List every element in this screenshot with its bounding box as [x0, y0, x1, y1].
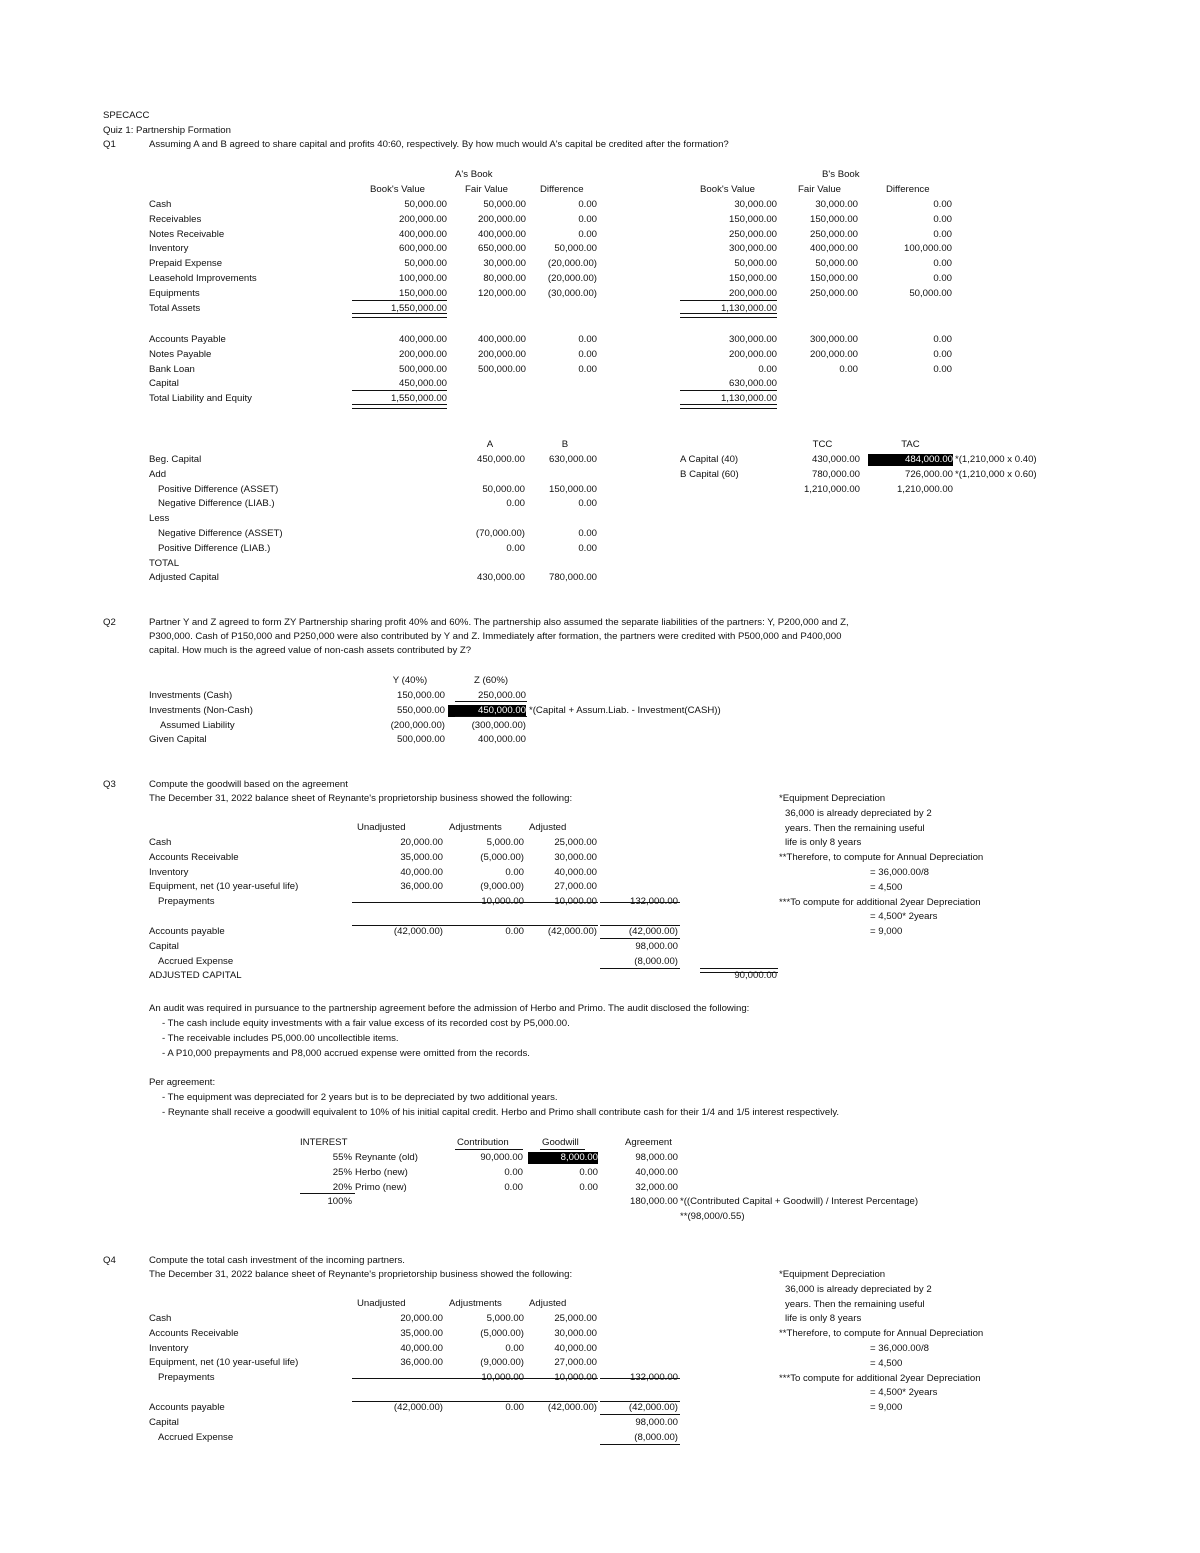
- q1-tac-value: 1,210,000.00: [896, 483, 953, 495]
- q4-row-label: Accounts Receivable: [149, 1327, 239, 1339]
- q1-cap-b: 0.00: [578, 498, 597, 510]
- q3-int-head-goodwill: Goodwill: [542, 1137, 579, 1148]
- q4-liab-u: (42,000.00): [393, 1402, 443, 1413]
- q1-liab-b-cell: 300,000.00: [728, 334, 777, 345]
- q1-cap-label: Beg. Capital: [149, 454, 202, 465]
- q4-a: 0.00: [505, 1342, 524, 1354]
- q4-ul-liab: [352, 1401, 598, 1402]
- q3-int-goodwill: 0.00: [579, 1166, 598, 1178]
- q1-b-cell: 300,000.00: [728, 243, 777, 255]
- q1-a-cell: 100,000.00: [398, 273, 447, 284]
- q1-a-cell: 400,000.00: [398, 228, 447, 240]
- q3-ul-liab: [352, 925, 598, 926]
- q4-liab-e: (8,000.00): [634, 1431, 678, 1443]
- q3-audit-line: An audit was required in pursuance to the partnership agreement before the admission of Herbo and Primo. The audit disclosed the following:: [149, 1003, 750, 1014]
- q3-row-label: Prepayments: [158, 896, 215, 908]
- q2-col-z: Z (60%): [473, 675, 509, 686]
- q1-liab-b-cell: 300,000.00: [809, 334, 858, 345]
- q4-row-label: Prepayments: [158, 1372, 215, 1384]
- q3-ul-adjcap: [700, 968, 778, 973]
- q1-tcc-label: B Capital (60): [680, 468, 739, 480]
- q1-b-col-bv: Book's Value: [700, 184, 755, 195]
- q1-number: Q1: [103, 139, 116, 150]
- q3-int-total-agreement: 180,000.00: [629, 1196, 678, 1207]
- q3-ul-goodwill: [540, 1149, 585, 1150]
- q4-side-note: 36,000 is already depreciated by 2: [785, 1283, 932, 1295]
- q1-b-col-diff: Difference: [886, 184, 930, 195]
- q3-ul-liab-e2: [600, 938, 680, 939]
- q4-side-note: *Equipment Depreciation: [779, 1269, 886, 1280]
- q1-a-cell: 650,000.00: [477, 243, 526, 255]
- q4-d: 30,000.00: [554, 1327, 597, 1339]
- q1-b-total-double-underline: [680, 404, 777, 409]
- q3-audit-line: - The cash include equity investments with a fair value excess of its recorded cost by P5,000.00.: [162, 1018, 570, 1029]
- q3-a: 0.00: [505, 866, 524, 878]
- q4-u: 20,000.00: [400, 1313, 443, 1324]
- q4-row-label: Equipment, net (10 year-useful life): [149, 1357, 299, 1369]
- q1-b-cell: 250,000.00: [809, 228, 858, 240]
- q1-a-double-underline: [352, 313, 447, 318]
- q1-tcc-label: A Capital (40): [680, 454, 739, 465]
- q3-liab-a: 0.00: [505, 926, 524, 937]
- q1-b-cell: 30,000.00: [815, 199, 858, 210]
- q1-liab-a-cell: 1,550,000.00: [390, 393, 447, 405]
- q4-liab-label: Accounts payable: [149, 1402, 225, 1413]
- q1-a-cell: (30,000.00): [547, 287, 597, 299]
- q1-b-cell: 200,000.00: [728, 287, 777, 299]
- q1-cap-b: 150,000.00: [548, 483, 597, 495]
- q1-cap-label: Positive Difference (LIAB.): [158, 542, 271, 554]
- q3-row-label: Cash: [149, 837, 172, 848]
- q1-liab-label: Capital: [149, 378, 179, 390]
- q1-b-cell: 30,000.00: [734, 199, 777, 210]
- q3-ul-liab-e3: [600, 968, 680, 969]
- q4-col-adj: Adjustments: [449, 1298, 502, 1309]
- q1-b-cell: 0.00: [933, 213, 952, 225]
- q3-int-contribution: 0.00: [504, 1166, 523, 1178]
- q3-liab-f: 90,000.00: [734, 970, 777, 982]
- q1-b-cell: 400,000.00: [809, 243, 858, 255]
- q1-liab-a-cell: 200,000.00: [477, 348, 526, 360]
- q3-row-label: Inventory: [149, 866, 189, 878]
- q4-liab-label: Capital: [149, 1416, 179, 1428]
- q1-a-cell: 0.00: [578, 228, 597, 240]
- q1-cap-label: Negative Difference (LIAB.): [158, 498, 275, 510]
- q1-b-cell: 150,000.00: [809, 273, 858, 284]
- q4-a: (9,000.00): [480, 1357, 524, 1369]
- q1-cap-label: Negative Difference (ASSET): [158, 528, 283, 539]
- q1-liab-a-cell: 0.00: [578, 348, 597, 360]
- q3-side-note: years. Then the remaining useful: [785, 822, 925, 834]
- q3-ul-pct: [300, 1193, 355, 1194]
- q1-cap-a: 450,000.00: [476, 454, 525, 465]
- q3-int-head: INTEREST: [300, 1137, 348, 1148]
- q1-tac-note: *(1,210,000 x 0.60): [955, 468, 1037, 480]
- q4-a: 5,000.00: [486, 1313, 524, 1324]
- q3-side-note: life is only 8 years: [785, 837, 862, 849]
- q3-side-note: = 4,500: [870, 881, 903, 893]
- q1-b-cell: 0.00: [933, 258, 952, 270]
- q3-liab-label: Capital: [149, 940, 179, 952]
- q4-u: 40,000.00: [400, 1342, 443, 1354]
- q1-a-total-double-underline: [352, 404, 447, 409]
- q1-liab-label: Notes Payable: [149, 348, 212, 360]
- q3-ul-e: [600, 902, 680, 903]
- q1-cap-b: 0.00: [578, 542, 597, 554]
- q3-int-agreement: 98,000.00: [635, 1152, 678, 1163]
- q4-d: 25,000.00: [554, 1313, 597, 1324]
- q1-b-book-label: B's Book: [822, 169, 860, 180]
- q1-a-cell: 50,000.00: [483, 199, 526, 210]
- q1-a-cell: 600,000.00: [398, 243, 447, 255]
- q3-liab-label: Accounts payable: [149, 926, 225, 937]
- q1-tac-value: 726,000.00: [904, 468, 953, 480]
- q4-number: Q4: [103, 1255, 116, 1266]
- q4-side-note: = 4,500: [870, 1357, 903, 1369]
- q4-ul-liab-e: [600, 1401, 680, 1402]
- q2-y-value: 500,000.00: [396, 734, 445, 746]
- q2-line-3: capital. How much is the agreed value of non-cash assets contributed by Z?: [149, 645, 472, 656]
- q3-a: (5,000.00): [480, 851, 524, 863]
- q1-b-double-underline: [680, 313, 777, 318]
- q2-line-1: Partner Y and Z agreed to form ZY Partnership sharing profit 40% and 60%. The partnership also assumed the separate liabilities of the partners: Y, P200,000 and Z,: [149, 617, 849, 628]
- q4-subtitle: The December 31, 2022 balance sheet of Reynante's proprietorship business showed the following:: [149, 1269, 573, 1280]
- q1-row-label: Prepaid Expense: [149, 258, 223, 270]
- q1-tac-note: *(1,210,000 x 0.40): [955, 454, 1037, 465]
- q4-col-adjd: Adjusted: [529, 1298, 567, 1309]
- q1-a-cell: 1,550,000.00: [390, 302, 447, 314]
- q1-cap-b: 0.00: [578, 528, 597, 539]
- q1-cap-a: 430,000.00: [476, 572, 525, 584]
- q1-cap-a: 0.00: [506, 542, 525, 554]
- q1-tcc-value: 1,210,000.00: [803, 483, 860, 495]
- q1-liab-label: Bank Loan: [149, 363, 195, 375]
- q1-a-col-fv: Fair Value: [465, 184, 509, 195]
- q4-side-note: = 9,000: [870, 1402, 903, 1414]
- q1-a-col-diff: Difference: [540, 184, 584, 195]
- q1-liab-b-cell: 200,000.00: [809, 348, 858, 360]
- q4-side-note: = 4,500* 2years: [870, 1387, 938, 1399]
- q1-liab-b-cell: 0.00: [839, 363, 858, 375]
- q1-liab-b-cell: 0.00: [933, 334, 952, 345]
- q3-liab-e: (42,000.00): [628, 926, 678, 937]
- q4-u: 36,000.00: [400, 1357, 443, 1369]
- q3-int-agreement: 40,000.00: [635, 1166, 678, 1178]
- q1-answer-highlight: 484,000.00: [868, 454, 953, 466]
- q3-side-note: = 36,000.00/8: [870, 867, 929, 878]
- q4-d: 40,000.00: [554, 1342, 597, 1354]
- q1-a-cell: 50,000.00: [554, 243, 597, 255]
- q1-liab-a-cell: 0.00: [578, 363, 597, 375]
- q1-liab-a-cell: 400,000.00: [477, 334, 526, 345]
- q1-cap-a: 0.00: [506, 498, 525, 510]
- q1-b-cell: 0.00: [933, 228, 952, 240]
- q3-u: 36,000.00: [400, 881, 443, 893]
- q3-int-pct: 25%: [332, 1166, 352, 1178]
- q3-side-note: *Equipment Depreciation: [779, 793, 886, 804]
- q3-liab-u: (42,000.00): [393, 926, 443, 937]
- q1-a-cell: 0.00: [578, 213, 597, 225]
- q1-liab-b-cell: 0.00: [933, 348, 952, 360]
- q3-side-note: = 9,000: [870, 926, 903, 938]
- q2-y-value: (200,000.00): [390, 719, 445, 731]
- q2-row-label: Given Capital: [149, 734, 207, 746]
- q3-answer-highlight: 8,000.00: [528, 1152, 598, 1164]
- q3-int-goodwill: 0.00: [579, 1181, 598, 1193]
- q1-col-tcc: TCC: [812, 439, 833, 450]
- q1-liab-a-cell: 0.00: [578, 334, 597, 345]
- q3-side-note: **Therefore, to compute for Annual Depreciation: [779, 852, 984, 864]
- q1-cap-b: 630,000.00: [548, 454, 597, 465]
- q3-subtitle: The December 31, 2022 balance sheet of Reynante's proprietorship business showed the following:: [149, 793, 573, 804]
- q1-cap-label: TOTAL: [149, 557, 180, 569]
- q1-liab-b-cell: 200,000.00: [728, 348, 777, 360]
- q3-ul-contribution: [455, 1149, 523, 1150]
- q1-cap-col-a: A: [486, 439, 494, 450]
- q3-int-contribution: 90,000.00: [480, 1152, 523, 1163]
- q3-agreement-line: - The equipment was depreciated for 2 years but is to be depreciated by two additional years.: [162, 1092, 558, 1103]
- q1-cap-a: 50,000.00: [482, 483, 525, 495]
- q2-col-y: Y (40%): [392, 675, 428, 686]
- q3-col-unadj: Unadjusted: [357, 822, 406, 833]
- q1-liab-a-cell: 400,000.00: [398, 334, 447, 345]
- q4-side-note: **Therefore, to compute for Annual Depreciation: [779, 1328, 984, 1340]
- q1-a-book-label: A's Book: [455, 169, 493, 180]
- q3-a: 10,000.00: [481, 896, 524, 908]
- q3-int-name: Primo (new): [355, 1181, 407, 1193]
- q1-a-cell: 200,000.00: [477, 213, 526, 225]
- q1-cap-label: Positive Difference (ASSET): [158, 483, 279, 495]
- q3-e: 132,000.00: [629, 896, 678, 908]
- q1-row-label: Inventory: [149, 243, 189, 255]
- q4-d: 27,000.00: [554, 1357, 597, 1369]
- q4-liab-e: 98,000.00: [635, 1416, 678, 1428]
- q3-u: 40,000.00: [400, 866, 443, 878]
- q1-a-cell: 0.00: [578, 199, 597, 210]
- q1-liab-a-cell: 500,000.00: [477, 363, 526, 375]
- q4-col-unadj: Unadjusted: [357, 1298, 406, 1309]
- q3-agreement-line: Per agreement:: [149, 1077, 216, 1088]
- q1-b-cell: 150,000.00: [728, 273, 777, 284]
- q3-col-adj: Adjustments: [449, 822, 502, 833]
- q1-a-cell: 30,000.00: [483, 258, 526, 270]
- q4-u: 35,000.00: [400, 1327, 443, 1339]
- q2-z-value: (300,000.00): [471, 719, 526, 731]
- q1-cap-a: (70,000.00): [475, 528, 525, 539]
- q3-int-name: Herbo (new): [355, 1166, 408, 1178]
- q3-side-note: 36,000 is already depreciated by 2: [785, 807, 932, 819]
- q4-liab-a: 0.00: [505, 1402, 524, 1413]
- q2-y-value: 550,000.00: [396, 704, 445, 716]
- q4-liab-e: (42,000.00): [628, 1402, 678, 1413]
- q4-side-note: = 36,000.00/8: [870, 1343, 929, 1354]
- q3-audit-line: - A P10,000 prepayments and P8,000 accrued expense were omitted from the records.: [162, 1048, 530, 1059]
- q1-question: Assuming A and B agreed to share capital and profits 40:60, respectively. By how much would A's capital be credited after the formation?: [149, 139, 729, 150]
- q3-d: 10,000.00: [554, 896, 597, 908]
- q1-b-cell: 0.00: [933, 199, 952, 210]
- q4-row-label: Cash: [149, 1313, 172, 1324]
- q4-e: 132,000.00: [629, 1372, 678, 1384]
- q1-liab-a-cell: 450,000.00: [398, 378, 447, 390]
- q1-row-label: Leasehold Improvements: [149, 273, 257, 284]
- q3-u: 20,000.00: [400, 837, 443, 848]
- q3-d: 30,000.00: [554, 851, 597, 863]
- q3-int-pct: 20%: [332, 1181, 352, 1193]
- q2-note: *(Capital + Assum.Liab. - Investment(CASH)): [529, 705, 721, 716]
- q1-b-cell: 150,000.00: [809, 213, 858, 225]
- q1-a-cell: 400,000.00: [477, 228, 526, 240]
- q1-b-cell: 50,000.00: [815, 258, 858, 270]
- q1-a-cell: 150,000.00: [398, 287, 447, 299]
- q4-liab-d: (42,000.00): [547, 1402, 597, 1413]
- q2-z-value: 250,000.00: [477, 690, 526, 701]
- q1-b-cap-underline: [680, 390, 777, 391]
- q3-d: 27,000.00: [554, 881, 597, 893]
- q1-b-cell: 250,000.00: [809, 287, 858, 299]
- q3-row-label: Equipment, net (10 year-useful life): [149, 881, 299, 893]
- q3-liab-label: ADJUSTED CAPITAL: [149, 970, 242, 982]
- q1-a-cell: (20,000.00): [547, 258, 597, 270]
- q3-side-note: ***To compute for additional 2year Depreciation: [779, 896, 981, 908]
- q1-b-cell: 250,000.00: [728, 228, 777, 240]
- q3-u: 35,000.00: [400, 851, 443, 863]
- q1-b-col-fv: Fair Value: [798, 184, 842, 195]
- q3-a: (9,000.00): [480, 881, 524, 893]
- q3-int-head-agreement: Agreement: [625, 1137, 672, 1148]
- q3-int-name: Reynante (old): [355, 1152, 418, 1163]
- course-title: SPECACC: [103, 110, 150, 121]
- q1-liab-b-cell: 0.00: [933, 363, 952, 375]
- q1-liab-label: Accounts Payable: [149, 334, 226, 345]
- q3-audit-line: - The receivable includes P5,000.00 uncollectible items.: [162, 1033, 399, 1044]
- q1-liab-b-cell: 1,130,000.00: [720, 393, 777, 405]
- q2-underline-2: [455, 716, 527, 717]
- q3-int-agreement: 32,000.00: [635, 1181, 678, 1193]
- q1-tcc-value: 430,000.00: [811, 454, 860, 465]
- q1-cap-b: 780,000.00: [548, 572, 597, 584]
- q1-liab-b-cell: 0.00: [758, 363, 777, 375]
- q1-row-label: Notes Receivable: [149, 228, 225, 240]
- q2-row-label: Investments (Cash): [149, 690, 233, 701]
- q4-ul-e: [600, 1378, 680, 1379]
- q1-b-cell: 100,000.00: [903, 243, 952, 255]
- q1-b-cell: 0.00: [933, 273, 952, 284]
- q4-side-note: ***To compute for additional 2year Depreciation: [779, 1372, 981, 1384]
- q4-d: 10,000.00: [554, 1372, 597, 1384]
- q3-a: 5,000.00: [486, 837, 524, 848]
- q2-row-label: Assumed Liability: [160, 719, 235, 731]
- q1-a-cell: 80,000.00: [483, 273, 526, 284]
- q3-ul-liab-e: [600, 925, 680, 926]
- q3-title: Compute the goodwill based on the agreement: [149, 779, 348, 790]
- q4-side-note: years. Then the remaining useful: [785, 1298, 925, 1310]
- q1-cap-label: Add: [149, 468, 167, 480]
- q4-title: Compute the total cash investment of the incoming partners.: [149, 1255, 405, 1266]
- q1-cap-col-b: B: [561, 439, 569, 450]
- q1-cap-label: Adjusted Capital: [149, 572, 219, 584]
- q3-number: Q3: [103, 779, 116, 790]
- q4-row-label: Inventory: [149, 1342, 189, 1354]
- q4-liab-label: Accrued Expense: [158, 1431, 234, 1443]
- q1-b-underline: [680, 300, 777, 301]
- q1-a-underline: [352, 300, 447, 301]
- q2-y-value: 150,000.00: [396, 690, 445, 701]
- q2-z-value: 400,000.00: [477, 734, 526, 746]
- q1-cap-label: Less: [149, 513, 170, 525]
- q3-int-head-contribution: Contribution: [457, 1137, 509, 1148]
- q4-ul-rows: [352, 1378, 598, 1379]
- q2-answer-highlight: 450,000.00: [448, 705, 526, 717]
- q1-b-cell: 50,000.00: [909, 287, 952, 299]
- q1-row-label: Equipments: [149, 287, 200, 299]
- q1-liab-label: Total Liability and Equity: [149, 393, 252, 405]
- q3-row-label: Accounts Receivable: [149, 851, 239, 863]
- q1-a-cell: 50,000.00: [404, 199, 447, 210]
- q3-int-note-2: **(98,000/0.55): [680, 1211, 745, 1222]
- q1-tcc-value: 780,000.00: [811, 468, 860, 480]
- q3-int-note-1: *((Contributed Capital + Goodwill) / Interest Percentage): [680, 1196, 919, 1207]
- q4-ul-liab-e2: [600, 1414, 680, 1415]
- q3-col-adjd: Adjusted: [529, 822, 567, 833]
- q2-row-label: Investments (Non-Cash): [149, 704, 253, 716]
- q1-liab-a-cell: 500,000.00: [398, 363, 447, 375]
- quiz-title: Quiz 1: Partnership Formation: [103, 125, 231, 136]
- q1-b-cell: 150,000.00: [728, 213, 777, 225]
- q2-line-2: P300,000. Cash of P150,000 and P250,000 were also contributed by Y and Z. Immediately after formation, the partners were credited with P500,000 and P400,000: [149, 631, 842, 642]
- q1-col-tac: TAC: [901, 439, 920, 450]
- q1-a-cell: 50,000.00: [404, 258, 447, 270]
- q1-a-cell: 200,000.00: [398, 213, 447, 225]
- q3-ul-rows: [352, 902, 598, 903]
- q3-d: 25,000.00: [554, 837, 597, 848]
- q3-d: 40,000.00: [554, 866, 597, 878]
- q3-side-note: = 4,500* 2years: [870, 911, 938, 923]
- q3-liab-label: Accrued Expense: [158, 955, 234, 967]
- q1-a-col-bv: Book's Value: [370, 184, 425, 195]
- q3-liab-e: 98,000.00: [635, 940, 678, 952]
- q4-ul-liab-e3: [600, 1444, 680, 1445]
- q3-liab-e: (8,000.00): [634, 955, 678, 967]
- q4-a: 10,000.00: [481, 1372, 524, 1384]
- q2-underline: [455, 701, 527, 702]
- q1-row-label: Receivables: [149, 213, 202, 225]
- q3-int-contribution: 0.00: [504, 1181, 523, 1193]
- q3-int-total-pct: 100%: [327, 1196, 352, 1207]
- q1-row-label: Total Assets: [149, 302, 201, 314]
- q1-liab-b-cell: 630,000.00: [728, 378, 777, 390]
- q3-agreement-line: - Reynante shall receive a goodwill equivalent to 10% of his initial capital credit. Herbo and Primo shall contribute cash for their 1/4 and 1/5 interest respectively.: [162, 1107, 840, 1118]
- q1-b-cell: 1,130,000.00: [720, 302, 777, 314]
- q1-row-label: Cash: [149, 199, 172, 210]
- q4-a: (5,000.00): [480, 1327, 524, 1339]
- q3-int-pct: 55%: [332, 1152, 352, 1163]
- q1-a-cap-underline: [352, 390, 447, 391]
- q1-a-cell: 120,000.00: [477, 287, 526, 299]
- q3-liab-d: (42,000.00): [547, 926, 597, 937]
- q4-side-note: life is only 8 years: [785, 1313, 862, 1325]
- q1-liab-a-cell: 200,000.00: [398, 348, 447, 360]
- q1-a-cell: (20,000.00): [547, 273, 597, 284]
- q2-number: Q2: [103, 617, 116, 628]
- q1-b-cell: 50,000.00: [734, 258, 777, 270]
